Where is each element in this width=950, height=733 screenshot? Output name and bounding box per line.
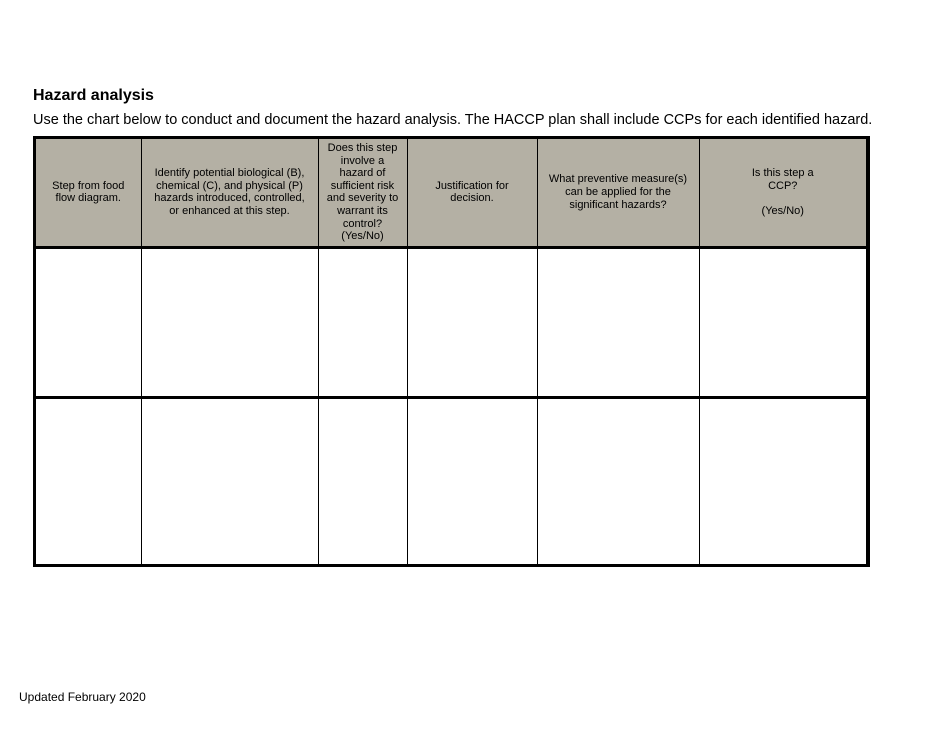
header-ccp-label: Is this step a CCP? (Yes/No) bbox=[751, 167, 814, 217]
table-cell-step[interactable] bbox=[36, 397, 141, 564]
header-step bbox=[36, 139, 141, 247]
table-cell-risk[interactable] bbox=[318, 397, 407, 564]
header-preventive-measures bbox=[537, 139, 699, 247]
table-cell-hazards[interactable] bbox=[141, 247, 318, 397]
header-ccp bbox=[699, 139, 866, 247]
header-justification bbox=[407, 139, 537, 247]
table-header-row bbox=[36, 139, 866, 247]
header-step-label: Step from food flow diagram. bbox=[52, 179, 125, 205]
table-cell-preventive-measures[interactable] bbox=[537, 247, 699, 397]
instructions-text: Use the chart below to conduct and document the hazard analysis. The HACCP plan shall include CCPs for each identified hazard. bbox=[33, 112, 873, 128]
table-cell-ccp[interactable] bbox=[699, 247, 866, 397]
table-cell-justification[interactable] bbox=[407, 397, 537, 564]
header-justification-label: Justification for decision. bbox=[435, 179, 509, 205]
header-risk-label: Does this step involve a hazard of sufficient risk and severity to warrant its control? (Yes/No) bbox=[326, 142, 399, 243]
updated-date-footer: Updated February 2020 bbox=[19, 690, 146, 704]
hazard-analysis-table bbox=[33, 136, 870, 567]
header-hazards bbox=[141, 139, 318, 247]
page-title: Hazard analysis bbox=[33, 87, 154, 104]
header-preventive-measures-label: What preventive measure(s) can be applied for the significant hazards? bbox=[548, 173, 688, 211]
table-cell-ccp[interactable] bbox=[699, 397, 866, 564]
header-hazards-label: Identify potential biological (B), chemical (C), and physical (P) hazards introduced, controlled, or enhanced at this step. bbox=[154, 167, 305, 217]
table-cell-hazards[interactable] bbox=[141, 397, 318, 564]
table-cell-risk[interactable] bbox=[318, 247, 407, 397]
table-cell-preventive-measures[interactable] bbox=[537, 397, 699, 564]
header-risk bbox=[318, 139, 407, 247]
table-row bbox=[36, 397, 866, 564]
table-cell-step[interactable] bbox=[36, 247, 141, 397]
table-cell-justification[interactable] bbox=[407, 247, 537, 397]
table-row bbox=[36, 247, 866, 397]
